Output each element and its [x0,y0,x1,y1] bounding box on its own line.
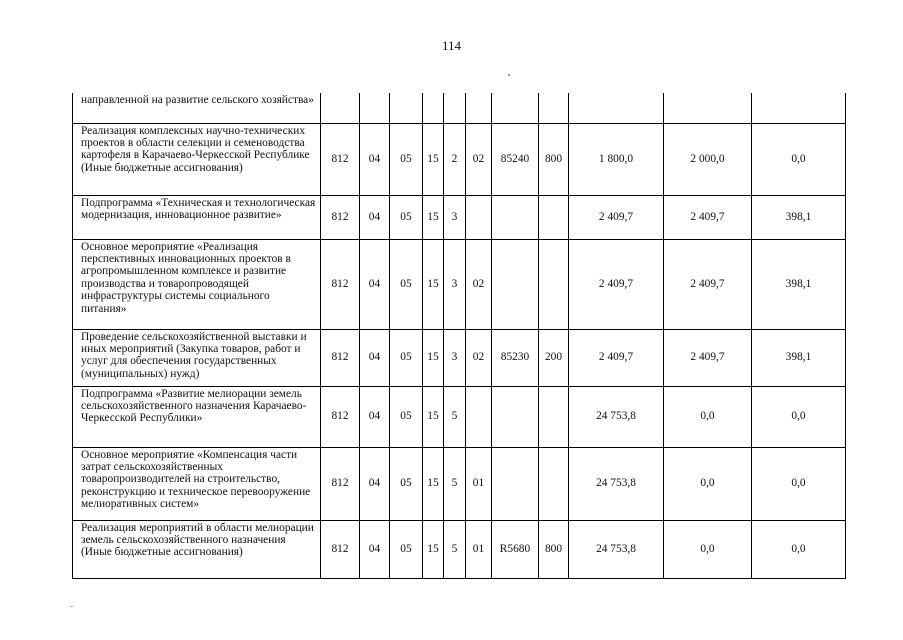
column-direction: 85230 [492,329,539,386]
column-direction: 85240 [492,123,539,195]
column-program: 15 [423,447,444,520]
row-description: направленной на развитие сельского хозяйства» [73,93,321,123]
column-expense-type [539,93,569,123]
column-razdel: 04 [360,386,390,447]
column-razdel: 04 [360,520,390,578]
column-podrazdel: 05 [390,239,423,329]
column-program [423,93,444,123]
column-direction [492,386,539,447]
table-row [73,239,846,329]
column-razdel: 04 [360,195,390,239]
table-row [73,93,846,123]
column-event: 02 [466,329,492,386]
column-direction [492,195,539,239]
column-expense-type [539,239,569,329]
row-description: Подпрограмма «Развитие мелиорации земель сельскохозяйственного назначения Карачаево-Черкесской Республики» [73,386,321,447]
column-program: 15 [423,329,444,386]
column-razdel: 04 [360,447,390,520]
table-row [73,447,846,520]
column-razdel: 04 [360,329,390,386]
column-grbs: 812 [321,239,360,329]
column-grbs: 812 [321,123,360,195]
column-podrazdel: 05 [390,447,423,520]
value-year-1: 2 409,7 [569,195,664,239]
table-row [73,329,846,386]
value-year-2: 2 409,7 [664,195,752,239]
column-grbs: 812 [321,195,360,239]
column-event: 02 [466,239,492,329]
budget-table [72,93,846,579]
column-razdel: 04 [360,123,390,195]
column-podrazdel: 05 [390,123,423,195]
table-row [73,386,846,447]
value-year-3: 0,0 [752,520,846,578]
column-subprogram: 5 [444,386,466,447]
scan-mark [70,606,73,607]
column-program: 15 [423,123,444,195]
column-program: 15 [423,195,444,239]
column-event: 01 [466,520,492,578]
row-description: Подпрограмма «Техническая и технологическая модернизация, инновационное развитие» [73,195,321,239]
value-year-2: 0,0 [664,447,752,520]
value-year-2: 2 409,7 [664,329,752,386]
value-year-2: 0,0 [664,386,752,447]
row-description: Реализация мероприятий в области мелиорации земель сельскохозяйственного назначения (Иные бюджетные ассигнования) [73,520,321,578]
column-podrazdel: 05 [390,520,423,578]
value-year-1: 24 753,8 [569,447,664,520]
value-year-3: 398,1 [752,329,846,386]
value-year-3: 0,0 [752,447,846,520]
row-description: Основное мероприятие «Реализация перспективных инновационных проектов в агропромышленном комплексе и развитие производства и товаропроводящей инфраструктуры системы социального питания» [73,239,321,329]
column-expense-type: 800 [539,123,569,195]
speck-mark [508,74,510,76]
column-subprogram: 5 [444,520,466,578]
column-expense-type [539,447,569,520]
column-program: 15 [423,239,444,329]
value-year-3: 398,1 [752,239,846,329]
value-year-1: 1 800,0 [569,123,664,195]
column-subprogram: 2 [444,123,466,195]
column-grbs: 812 [321,386,360,447]
value-year-3: 0,0 [752,123,846,195]
column-direction [492,239,539,329]
column-program: 15 [423,386,444,447]
table-row [73,123,846,195]
column-subprogram [444,93,466,123]
value-year-1: 2 409,7 [569,329,664,386]
column-subprogram: 3 [444,329,466,386]
column-subprogram: 3 [444,239,466,329]
column-razdel: 04 [360,239,390,329]
column-razdel [360,93,390,123]
column-podrazdel [390,93,423,123]
column-grbs: 812 [321,520,360,578]
column-grbs: 812 [321,447,360,520]
column-podrazdel: 05 [390,329,423,386]
column-grbs [321,93,360,123]
value-year-2: 0,0 [664,520,752,578]
row-description: Реализация комплексных научно-технических проектов в области селекции и семеноводства картофеля в Карачаево-Черкесской Республике (Иные бюджетные ассигнования) [73,123,321,195]
column-direction: R5680 [492,520,539,578]
column-podrazdel: 05 [390,386,423,447]
value-year-2 [664,93,752,123]
column-expense-type [539,386,569,447]
column-subprogram: 3 [444,195,466,239]
column-expense-type: 200 [539,329,569,386]
value-year-2: 2 000,0 [664,123,752,195]
value-year-1: 24 753,8 [569,520,664,578]
value-year-1: 2 409,7 [569,239,664,329]
value-year-3: 398,1 [752,195,846,239]
column-event: 01 [466,447,492,520]
column-event [466,195,492,239]
column-event [466,386,492,447]
row-description: Проведение сельскохозяйственной выставки и иных мероприятий (Закупка товаров, работ и услуг для обеспечения государственных (муниципальных) нужд) [73,329,321,386]
column-direction [492,93,539,123]
column-subprogram: 5 [444,447,466,520]
column-expense-type: 800 [539,520,569,578]
table-row [73,195,846,239]
value-year-3 [752,93,846,123]
column-podrazdel: 05 [390,195,423,239]
value-year-1: 24 753,8 [569,386,664,447]
table-row [73,520,846,578]
column-expense-type [539,195,569,239]
value-year-3: 0,0 [752,386,846,447]
page-number: 114 [441,38,462,53]
column-grbs: 812 [321,329,360,386]
value-year-1 [569,93,664,123]
row-description: Основное мероприятие «Компенсация части затрат сельскохозяйственных товаропроизводителей на строительство, реконструкцию и техническое перевооружение мелиоративных систем» [73,447,321,520]
column-direction [492,447,539,520]
column-event [466,93,492,123]
column-event: 02 [466,123,492,195]
column-program: 15 [423,520,444,578]
value-year-2: 2 409,7 [664,239,752,329]
